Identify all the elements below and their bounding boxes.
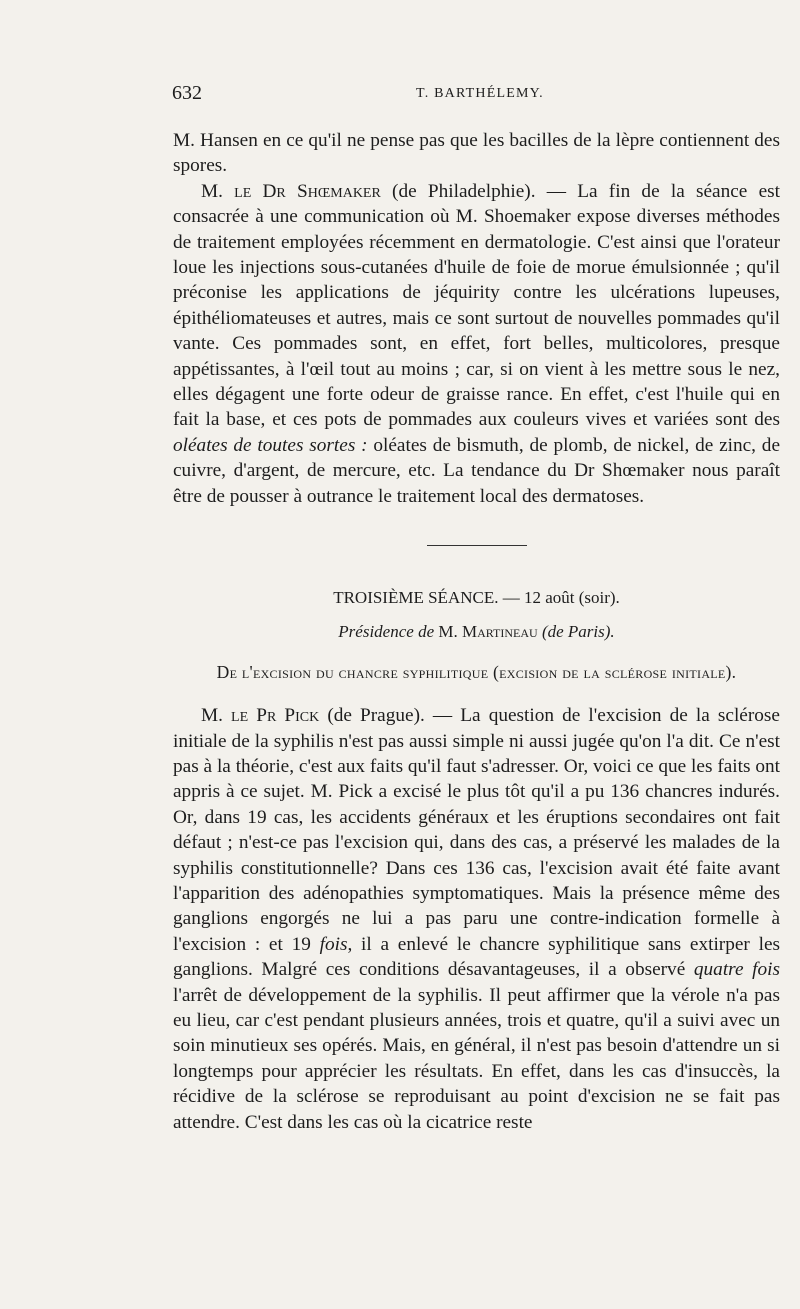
paragraph-shoemaker xyxy=(173,179,780,509)
session-title: TROISIÈME SÉANCE. — 12 août (soir). xyxy=(333,588,620,608)
presidency-place: (de Paris). xyxy=(541,622,615,642)
page-header xyxy=(172,82,780,106)
speaker-pick: M. le Pr Pick xyxy=(201,705,320,727)
subject-heading: De l'excision du chancre syphilitique (excision de la sclérose initiale). xyxy=(216,662,737,683)
pick-italic-1: fois xyxy=(319,933,348,955)
paragraph-pick xyxy=(173,703,780,1135)
session-presidency xyxy=(173,622,780,642)
paragraph-hansen: M. Hansen en ce qu'il ne pense pas que les bacilles de la lèpre contiennent des spores. xyxy=(173,130,780,177)
presidency-name: M. Martineau xyxy=(438,622,538,642)
shoemaker-italic: oléates de toutes sortes : xyxy=(173,434,368,456)
running-head: T. BARTHÉLEMY. xyxy=(416,86,544,101)
pick-text-a: (de Prague). — La question de l'excision de la sclérose initiale de la syphilis n'est pas aussi simple ni aussi jugée qu'on l'a dit. Ce n'est pas à la théorie, c'est aux faits qu'il faut s'adresser. Or, voici ce que les faits ont appris à ce sujet. M. Pick a excisé le plus tôt qu'il a pu 136 chancres indurés. Or, dans 19 cas, les accidents généraux et les éruptions secondaires ont fait défaut ; n'est-ce pas l'excision qui, dans des cas, a préservé les malades de la syphilis constitutionnelle? Dans ces 136 cas, l'excision avait été faite avant l'apparition des adénopathies symptomatiques. Mais la présence même des ganglions engorgés ne lui a pas paru une contre-indication formelle à l'excision : et 19 xyxy=(173,705,780,955)
shoemaker-text-b: oléates de bismuth, de plomb, de nickel, de zinc, de cuivre, d'argent, de mercure, etc. La tendance du Dr Shœmaker nous paraît être de pousser à outrance le traitement local des dermatoses. xyxy=(173,434,780,507)
pick-text-c: l'arrêt de développement de la syphilis. Il peut affirmer que la vérole n'a pas eu lieu, car c'est pendant plusieurs années, trois et quatre, qu'il a suivi avec un soin minutieux ses opérés. Mais, en général, il n'est pas besoin d'attendre un si longtemps pour apprécier les résultats. En effet, dans les cas d'insuccès, la récidive de la sclérose se reproduisant au point d'excision ne se fait pas attendre. C'est dans les cas où la cicatrice reste xyxy=(173,984,780,1133)
shoemaker-text-a: (de Philadelphie). — La fin de la séance est consacrée à une communication où M. Shoemaker expose diverses méthodes de traitement employées récemment en dermatologie. C'est ainsi que l'orateur loue les injections sous-cutanées d'huile de foie de morue émulsionnée ; qu'il préconise les applications de jéquirity contre les ulcérations lupeuses, épithéliomateuses et autres, mais ce sont surtout de nouvelles pommades qu'il vante. Ces pommades sont, en effet, fort belles, multicolores, presque appétissantes, à l'œil tout au moins ; car, si on vient à les mettre sous le nez, elles dégagent une forte odeur de graisse rance. En effet, c'est l'huile qui en fait la base, et ces pots de pommades aux couleurs vives et variées sont des xyxy=(173,180,780,431)
page-number: 632 xyxy=(172,82,202,104)
page-body xyxy=(173,128,780,1135)
pick-italic-2: quatre fois xyxy=(693,959,780,981)
speaker-shoemaker: M. le Dr Shœmaker xyxy=(201,180,381,202)
section-divider xyxy=(427,545,527,546)
presidency-label: Présidence de xyxy=(338,622,435,642)
pick-text-b: , il a enlevé le chancre syphilitique sans extirper les ganglions. Malgré ces conditions désavantageuses, il a observé xyxy=(173,933,781,981)
